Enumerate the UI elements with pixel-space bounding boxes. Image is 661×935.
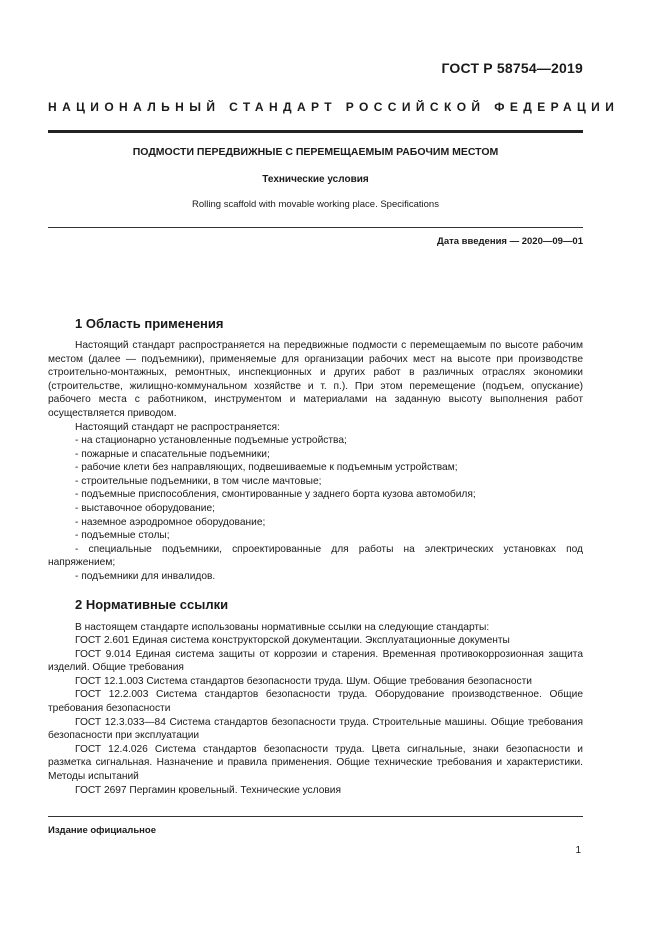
section-1-paragraph: Настоящий стандарт распространяется на передвижные подмости с перемещаемым по высоте рабочим местом (далее — подъемники), применяемые для организации рабочих мест на высоте при производстве строительно-монтажных, ремонтных, инспекционных и других работ в различных отраслях экономики (строительстве, жилищно-коммунальном хозяйстве и т. п.). При этом перемещение (подъем, опускание) рабочего места с работником, инструментом и материалами на заданную высоту выполнения работ осуществляется приводом. xyxy=(48,340,583,419)
list-item: - пожарные и спасательные подъемники; xyxy=(75,448,270,460)
reference-item: ГОСТ 12.4.026 Система стандартов безопасности труда. Цвета сигнальные, знаки безопасности и разметка сигнальная. Назначение и правила применения. Общие технические требования и характеристики. Методы испытаний xyxy=(48,743,583,782)
reference-item: ГОСТ 9.014 Единая система защиты от коррозии и старения. Временная противокоррозионная защита изделий. Общие требования xyxy=(48,648,583,674)
list-item: - строительные подъемники, в том числе мачтовые; xyxy=(75,475,322,487)
reference-list xyxy=(48,634,583,797)
reference-item: ГОСТ 12.3.033—84 Система стандартов безопасности труда. Строительные машины. Общие требования безопасности при эксплуатации xyxy=(48,716,583,742)
english-title: Rolling scaffold with movable working place. Specifications xyxy=(192,199,439,210)
list-item: - подъемные столы; xyxy=(75,530,170,542)
list-item: - рабочие клети без направляющих, подвешиваемые к подъемным устройствам; xyxy=(75,462,458,474)
standard-subtitle: Технические условия xyxy=(262,174,369,185)
section-2-heading: 2 Нормативные ссылки xyxy=(75,597,229,612)
reference-item: ГОСТ 2697 Пергамин кровельный. Технические условия xyxy=(75,784,341,796)
header-divider xyxy=(48,130,583,133)
introduction-date: Дата введения — 2020—09—01 xyxy=(437,236,583,247)
reference-item: ГОСТ 12.1.003 Система стандартов безопасности труда. Шум. Общие требования безопасности xyxy=(75,675,532,687)
section-1-heading: 1 Область применения xyxy=(75,316,224,331)
title-divider xyxy=(48,227,583,228)
list-item: - специальные подъемники, спроектированные для работы на электрических установках под напряжением; xyxy=(48,543,583,569)
document-code: ГОСТ Р 58754—2019 xyxy=(441,60,583,76)
section-1-exclusion-intro: Настоящий стандарт не распространяется: xyxy=(75,422,280,433)
official-edition-label: Издание официальное xyxy=(48,825,156,836)
list-item: - наземное аэродромное оборудование; xyxy=(75,516,266,528)
section-2-intro: В настоящем стандарте использованы нормативные ссылки на следующие стандарты: xyxy=(75,622,490,633)
list-item: - выставочное оборудование; xyxy=(75,502,215,514)
reference-item: ГОСТ 12.2.003 Система стандартов безопасности труда. Оборудование производственное. Общие требования безопасности xyxy=(48,689,583,714)
reference-item: ГОСТ 2.601 Единая система конструкторской документации. Эксплуатационные документы xyxy=(75,635,510,646)
list-item: - подъемные приспособления, смонтированные у заднего борта кузова автомобиля; xyxy=(75,489,476,501)
footer-divider xyxy=(48,816,583,817)
national-standard-title: НАЦИОНАЛЬНЫЙ СТАНДАРТ РОССИЙСКОЙ ФЕДЕРАЦИИ xyxy=(48,100,620,114)
list-item: - подъемники для инвалидов. xyxy=(75,570,216,582)
exclusion-list xyxy=(48,434,583,584)
list-item: - на стационарно установленные подъемные устройства; xyxy=(75,435,347,446)
standard-title: ПОДМОСТИ ПЕРЕДВИЖНЫЕ С ПЕРЕМЕЩАЕМЫМ РАБОЧИМ МЕСТОМ xyxy=(132,146,499,158)
page-number: 1 xyxy=(575,845,581,856)
